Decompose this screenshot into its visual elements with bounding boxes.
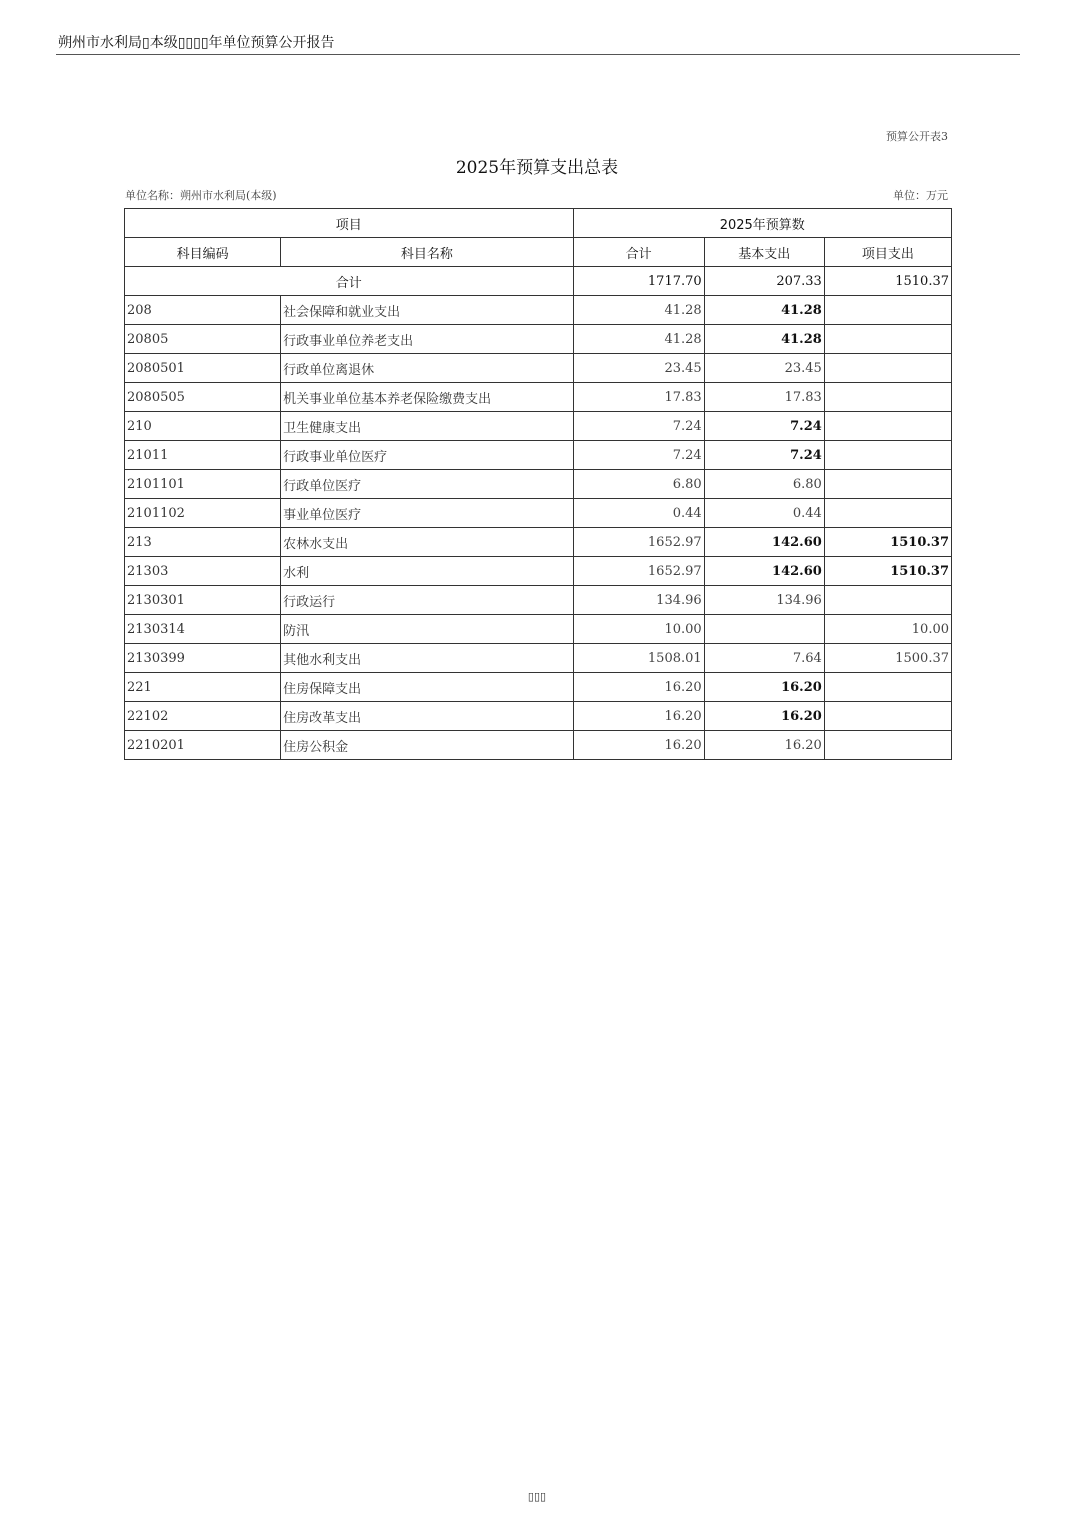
row-code: 2101101 bbox=[125, 470, 281, 499]
table-row bbox=[125, 470, 952, 499]
row-name: 住房公积金 bbox=[281, 731, 573, 760]
row-code: 2130301 bbox=[125, 586, 281, 615]
header-total: 合计 bbox=[573, 238, 704, 267]
row-project bbox=[824, 499, 951, 528]
row-project: 1510.37 bbox=[824, 557, 951, 586]
header-project: 项目支出 bbox=[824, 238, 951, 267]
row-name: 行政运行 bbox=[281, 586, 573, 615]
row-code: 210 bbox=[125, 412, 281, 441]
table-row bbox=[125, 354, 952, 383]
row-project bbox=[824, 354, 951, 383]
table-row bbox=[125, 325, 952, 354]
row-project bbox=[824, 470, 951, 499]
row-total: 41.28 bbox=[573, 325, 704, 354]
row-code: 2130399 bbox=[125, 644, 281, 673]
row-project: 1510.37 bbox=[824, 528, 951, 557]
row-project bbox=[824, 441, 951, 470]
table-row bbox=[125, 644, 952, 673]
row-total: 23.45 bbox=[573, 354, 704, 383]
header-row-2 bbox=[125, 238, 952, 267]
row-basic bbox=[704, 615, 824, 644]
header-basic: 基本支出 bbox=[704, 238, 824, 267]
unit-label: 单位：万元 bbox=[893, 189, 948, 202]
row-name: 行政单位医疗 bbox=[281, 470, 573, 499]
row-name: 行政事业单位养老支出 bbox=[281, 325, 573, 354]
row-code: 2080505 bbox=[125, 383, 281, 412]
row-total: 16.20 bbox=[573, 731, 704, 760]
total-label: 合计 bbox=[125, 267, 574, 296]
row-basic: 142.60 bbox=[704, 528, 824, 557]
total-project: 1510.37 bbox=[824, 267, 951, 296]
row-name: 行政单位离退休 bbox=[281, 354, 573, 383]
row-total: 17.83 bbox=[573, 383, 704, 412]
row-code: 213 bbox=[125, 528, 281, 557]
row-code: 208 bbox=[125, 296, 281, 325]
table-row bbox=[125, 557, 952, 586]
row-total: 1508.01 bbox=[573, 644, 704, 673]
total-row bbox=[125, 267, 952, 296]
row-total: 1652.97 bbox=[573, 528, 704, 557]
row-project bbox=[824, 673, 951, 702]
header-budget: 2025年预算数 bbox=[573, 209, 951, 238]
row-basic: 142.60 bbox=[704, 557, 824, 586]
header-item: 项目 bbox=[125, 209, 574, 238]
row-total: 1652.97 bbox=[573, 557, 704, 586]
table-row bbox=[125, 296, 952, 325]
row-total: 7.24 bbox=[573, 441, 704, 470]
row-name: 卫生健康支出 bbox=[281, 412, 573, 441]
row-name: 行政事业单位医疗 bbox=[281, 441, 573, 470]
row-basic: 7.24 bbox=[704, 412, 824, 441]
row-project bbox=[824, 296, 951, 325]
header-code: 科目编码 bbox=[125, 238, 281, 267]
row-basic: 7.24 bbox=[704, 441, 824, 470]
row-basic: 41.28 bbox=[704, 296, 824, 325]
row-basic: 16.20 bbox=[704, 702, 824, 731]
row-total: 0.44 bbox=[573, 499, 704, 528]
row-project: 10.00 bbox=[824, 615, 951, 644]
row-code: 20805 bbox=[125, 325, 281, 354]
row-basic: 134.96 bbox=[704, 586, 824, 615]
header-row-1 bbox=[125, 209, 952, 238]
row-name: 住房保障支出 bbox=[281, 673, 573, 702]
row-name: 社会保障和就业支出 bbox=[281, 296, 573, 325]
row-basic: 6.80 bbox=[704, 470, 824, 499]
row-code: 22102 bbox=[125, 702, 281, 731]
table-row bbox=[125, 673, 952, 702]
page-header bbox=[56, 30, 1020, 55]
row-code: 2210201 bbox=[125, 731, 281, 760]
row-basic: 17.83 bbox=[704, 383, 824, 412]
table-row bbox=[125, 412, 952, 441]
table-row bbox=[125, 731, 952, 760]
row-code: 21011 bbox=[125, 441, 281, 470]
table-row bbox=[125, 383, 952, 412]
row-name: 农林水支出 bbox=[281, 528, 573, 557]
row-project bbox=[824, 412, 951, 441]
row-name: 其他水利支出 bbox=[281, 644, 573, 673]
row-project: 1500.37 bbox=[824, 644, 951, 673]
table-title: 2025年预算支出总表 bbox=[455, 158, 619, 178]
row-name: 事业单位医疗 bbox=[281, 499, 573, 528]
row-name: 住房改革支出 bbox=[281, 702, 573, 731]
row-name: 机关事业单位基本养老保险缴费支出 bbox=[281, 383, 573, 412]
row-basic: 41.28 bbox=[704, 325, 824, 354]
row-project bbox=[824, 702, 951, 731]
row-total: 134.96 bbox=[573, 586, 704, 615]
row-project bbox=[824, 383, 951, 412]
row-total: 16.20 bbox=[573, 673, 704, 702]
row-code: 2130314 bbox=[125, 615, 281, 644]
table-row bbox=[125, 702, 952, 731]
page-number: ▯▯▯ bbox=[527, 1490, 547, 1503]
report-title: 朔州市水利局▯本级▯▯▯▯年单位预算公开报告 bbox=[58, 35, 335, 51]
unit-name: 单位名称：朔州市水利局(本级) bbox=[125, 189, 277, 202]
row-basic: 23.45 bbox=[704, 354, 824, 383]
table-row bbox=[125, 528, 952, 557]
row-basic: 16.20 bbox=[704, 731, 824, 760]
table-row bbox=[125, 499, 952, 528]
row-total: 41.28 bbox=[573, 296, 704, 325]
table-row bbox=[125, 615, 952, 644]
row-project bbox=[824, 731, 951, 760]
row-total: 7.24 bbox=[573, 412, 704, 441]
row-code: 2080501 bbox=[125, 354, 281, 383]
row-total: 10.00 bbox=[573, 615, 704, 644]
row-code: 21303 bbox=[125, 557, 281, 586]
row-total: 6.80 bbox=[573, 470, 704, 499]
table-row bbox=[125, 441, 952, 470]
row-basic: 16.20 bbox=[704, 673, 824, 702]
row-name: 防汛 bbox=[281, 615, 573, 644]
total-sum: 1717.70 bbox=[573, 267, 704, 296]
row-total: 16.20 bbox=[573, 702, 704, 731]
row-code: 221 bbox=[125, 673, 281, 702]
table-row bbox=[125, 586, 952, 615]
row-basic: 0.44 bbox=[704, 499, 824, 528]
budget-table bbox=[124, 208, 952, 760]
table-number: 预算公开表3 bbox=[886, 130, 948, 143]
row-code: 2101102 bbox=[125, 499, 281, 528]
total-basic: 207.33 bbox=[704, 267, 824, 296]
row-project bbox=[824, 325, 951, 354]
row-project bbox=[824, 586, 951, 615]
row-name: 水利 bbox=[281, 557, 573, 586]
row-basic: 7.64 bbox=[704, 644, 824, 673]
header-name: 科目名称 bbox=[281, 238, 573, 267]
